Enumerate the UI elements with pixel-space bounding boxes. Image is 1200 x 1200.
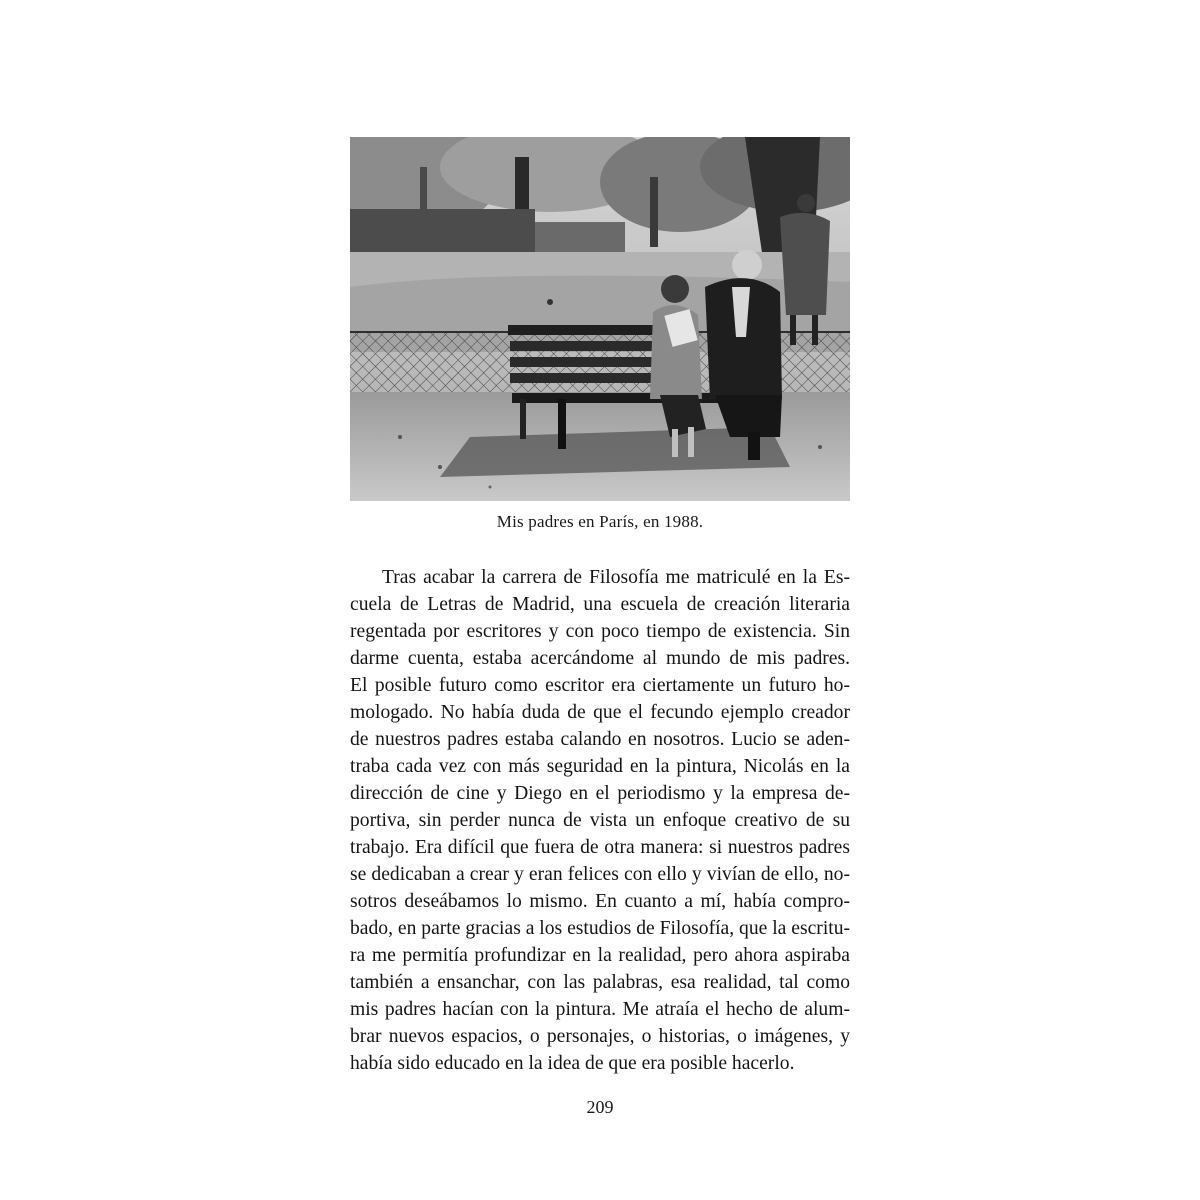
body-line: portiva, sin perder nunca de vista un enfoque creativo de su [350, 810, 850, 831]
body-paragraph [350, 564, 850, 1077]
body-line: sotros deseábamos lo mismo. En cuanto a mí, había compro- [350, 891, 850, 912]
body-line: brar nuevos espacios, o personajes, o historias, o imágenes, y [350, 1026, 850, 1047]
body-line: traba cada vez con más seguridad en la pintura, Nicolás en la [350, 756, 850, 777]
body-line: regentada por escritores y con poco tiempo de existencia. Sin [350, 621, 850, 642]
body-line: cuela de Letras de Madrid, una escuela de creación literaria [350, 594, 850, 615]
body-line: se dedicaban a crear y eran felices con ello y vivían de ello, no- [350, 864, 850, 885]
photo-illustration [350, 137, 850, 501]
body-line: mologado. No había duda de que el fecundo ejemplo creador [350, 702, 850, 723]
photo-caption: Mis padres en París, en 1988. [496, 512, 704, 531]
body-line: también a ensanchar, con las palabras, esa realidad, tal como [350, 972, 850, 993]
body-line: El posible futuro como escritor era ciertamente un futuro ho- [350, 675, 850, 696]
body-line: trabajo. Era difícil que fuera de otra manera: si nuestros padres [350, 837, 850, 858]
body-line: darme cuenta, estaba acercándome al mundo de mis padres. [350, 648, 850, 669]
body-line: había sido educado en la idea de que era posible hacerlo. [350, 1053, 795, 1074]
body-line: mis padres hacían con la pintura. Me atraía el hecho de alum- [350, 999, 850, 1020]
page-number: 209 [586, 1097, 614, 1117]
body-line: Tras acabar la carrera de Filosofía me matriculé en la Es- [382, 567, 850, 588]
body-line: de nuestros padres estaba calando en nosotros. Lucio se aden- [350, 729, 850, 750]
body-line: bado, en parte gracias a los estudios de Filosofía, que la escritu- [350, 918, 851, 939]
body-line: dirección de cine y Diego en el periodismo y la empresa de- [350, 783, 850, 804]
body-line: ra me permitía profundizar en la realidad, pero ahora aspiraba [350, 945, 850, 966]
photograph-park-bench [350, 137, 850, 501]
